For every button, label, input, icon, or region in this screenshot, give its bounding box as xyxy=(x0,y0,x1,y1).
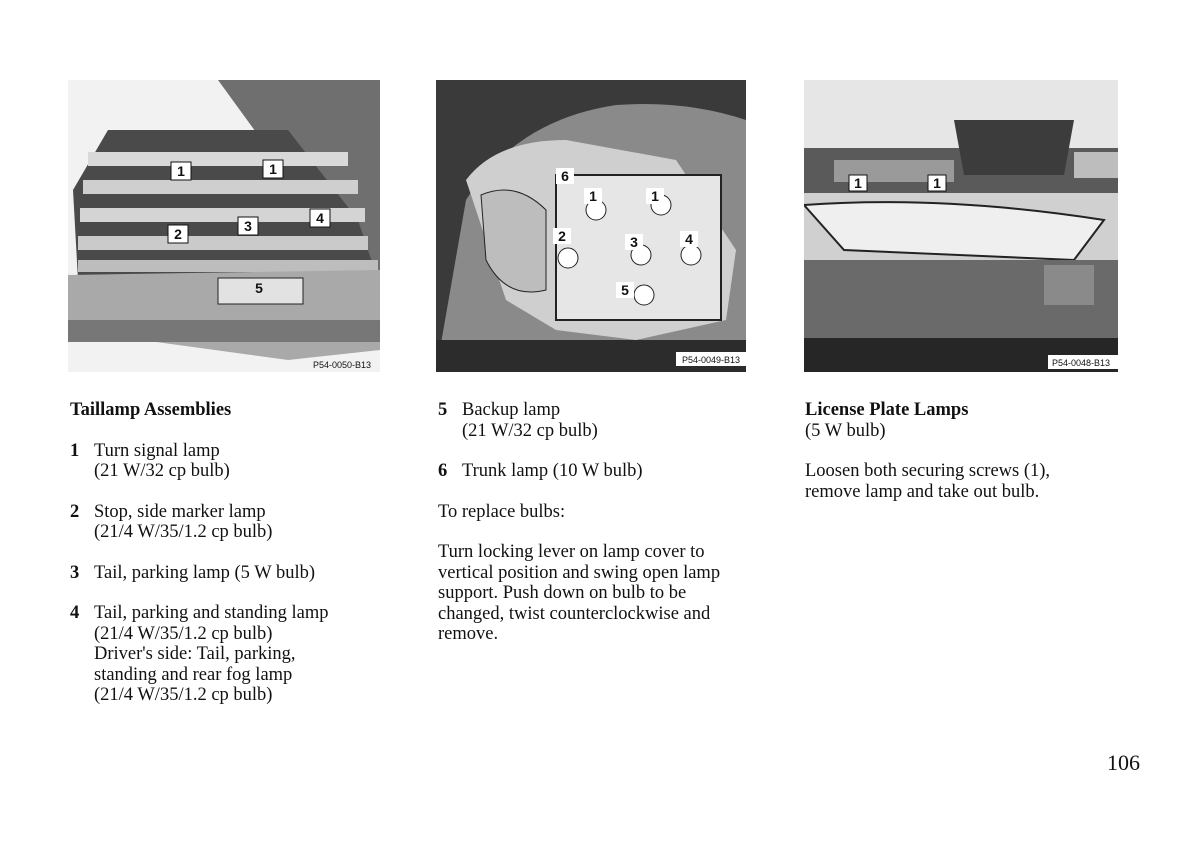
figure-code: P54-0050-B13 xyxy=(313,360,372,370)
item-line: Turn signal lamp xyxy=(94,440,220,461)
paragraph-line: changed, twist counterclockwise and xyxy=(438,603,711,624)
callout-label: 1 xyxy=(651,188,659,204)
callout-label: 1 xyxy=(269,161,277,177)
paragraph-line: Turn locking lever on lamp cover to xyxy=(438,542,705,562)
item-line: Tail, parking lamp (5 W bulb) xyxy=(94,562,316,583)
bulb-item xyxy=(70,502,400,543)
bulb-item xyxy=(70,441,400,482)
license-lamp-figure xyxy=(804,80,1118,372)
item-number: 3 xyxy=(70,562,80,583)
section-heading: Taillamp Assemblies xyxy=(70,400,232,420)
bulb-item xyxy=(438,400,768,441)
item-number: 2 xyxy=(70,501,80,522)
instructions-intro: To replace bulbs: xyxy=(438,501,566,522)
bulb-item xyxy=(438,461,768,482)
item-number: 1 xyxy=(70,440,80,461)
taillamp-figure xyxy=(68,80,380,372)
callout-label: 1 xyxy=(177,163,185,179)
callout-label: 4 xyxy=(316,210,324,226)
item-line: (21/4 W/35/1.2 cp bulb) xyxy=(94,685,273,705)
callout-label: 5 xyxy=(255,280,263,296)
item-line: (21 W/32 cp bulb) xyxy=(94,461,230,481)
instructions-paragraph xyxy=(805,461,1145,502)
instructions-paragraph xyxy=(438,542,768,645)
trunk-lamp-figure xyxy=(436,80,746,372)
callout-label: 1 xyxy=(589,188,597,204)
item-line: Backup lamp xyxy=(462,400,561,420)
bulb-item xyxy=(70,563,400,584)
section-subheading: (5 W bulb) xyxy=(805,420,886,441)
item-number: 5 xyxy=(438,400,448,420)
callout-label: 6 xyxy=(561,168,569,184)
item-line: Tail, parking and standing lamp xyxy=(94,603,329,623)
section-heading: License Plate Lamps xyxy=(805,400,969,420)
callout-label: 2 xyxy=(174,226,182,242)
bulb-item xyxy=(70,603,400,706)
callout-label: 3 xyxy=(630,234,638,250)
callout-label: 2 xyxy=(558,228,566,244)
paragraph-line: support. Push down on bulb to be xyxy=(438,583,687,603)
taillamp-section xyxy=(70,400,400,706)
page-number: 106 xyxy=(1107,750,1140,775)
item-line: (21/4 W/35/1.2 cp bulb) xyxy=(94,623,273,644)
license-lamp-section xyxy=(805,400,1145,502)
figure-code: P54-0049-B13 xyxy=(682,355,741,365)
paragraph-line: Loosen both securing screws (1), xyxy=(805,461,1051,481)
callout-label: 1 xyxy=(933,175,941,191)
item-number: 6 xyxy=(438,461,448,481)
item-line: (21 W/32 cp bulb) xyxy=(462,420,598,441)
item-line: Stop, side marker lamp xyxy=(94,501,266,522)
figure-code: P54-0048-B13 xyxy=(1052,358,1111,368)
callout-label: 4 xyxy=(685,231,693,247)
item-number: 4 xyxy=(70,603,80,623)
callout-label: 1 xyxy=(854,175,862,191)
paragraph-line: vertical position and swing open lamp xyxy=(438,562,721,583)
item-line: (21/4 W/35/1.2 cp bulb) xyxy=(94,522,273,542)
trunk-lamp-section xyxy=(438,400,768,645)
paragraph-line: remove lamp and take out bulb. xyxy=(805,481,1040,502)
item-line: standing and rear fog lamp xyxy=(94,664,293,685)
item-line: Driver's side: Tail, parking, xyxy=(94,644,296,664)
paragraph-line: remove. xyxy=(438,624,499,644)
callout-label: 3 xyxy=(244,218,252,234)
item-line: Trunk lamp (10 W bulb) xyxy=(462,461,643,481)
callout-label: 5 xyxy=(621,282,629,298)
